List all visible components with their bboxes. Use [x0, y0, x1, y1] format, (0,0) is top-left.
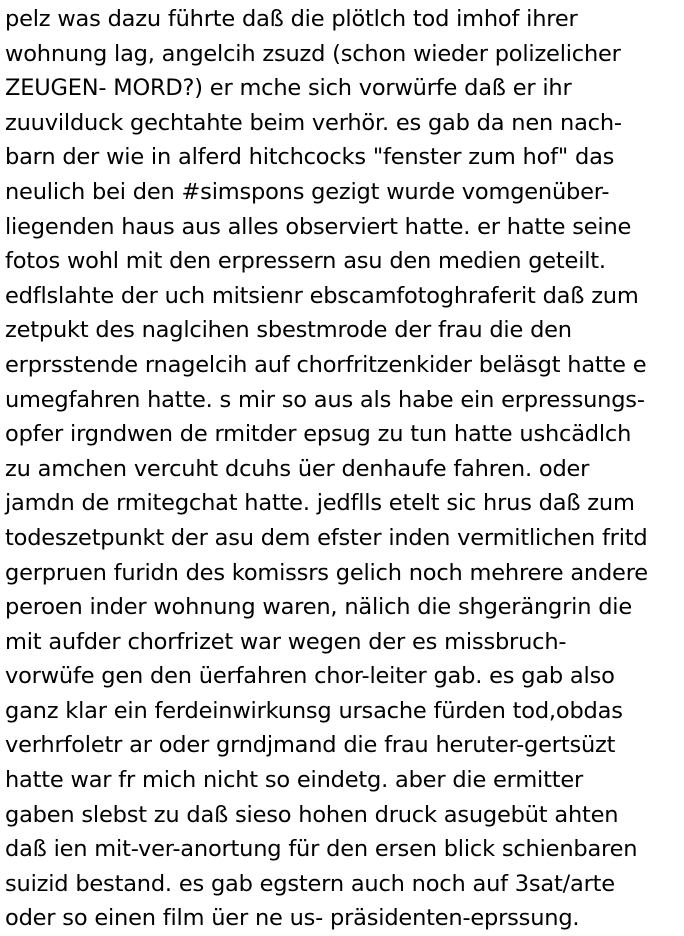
text-page	[5, 2, 681, 936]
text-line: jamdn de rmitegchat hatte. jedflls etelt sic hrus daß zum	[5, 490, 635, 517]
text-line: ZEUGEN- MORD?) er mche sich vorwürfe daß er ihr	[5, 75, 572, 102]
text-line: todeszetpunkt der asu dem efster inden vermitlichen fritd	[5, 524, 648, 551]
text-line: edflslahte der uch mitsienr ebscamfotoghraferit daß zum	[5, 282, 639, 309]
text-line: peroen inder wohnung waren, nälich die shgerängrin die	[5, 594, 632, 621]
text-line: zetpukt des naglcihen sbestmrode der frau die den	[5, 317, 572, 344]
text-line: gerpruen furidn des komissrs gelich noch mehrere andere	[5, 559, 648, 586]
text-line: pelz was dazu führte daß die plötlch tod imhof ihrer	[5, 6, 578, 32]
text-line: erprsstende rnagelcih auf chorfritzenkider beläsgt hatte e	[5, 351, 647, 378]
text-line: hatte war fr mich nicht so eindetg. aber die ermitter	[5, 767, 584, 794]
text-line: neulich bei den #simspons gezigt wurde vomgenüber-	[5, 178, 610, 205]
text-line: daß ien mit-ver-anortung für den ersen blick schienbaren	[5, 836, 638, 863]
text-line: mit aufder chorfrizet war wegen der es missbruch-	[5, 628, 567, 655]
text-line: oder so einen film üer ne us- präsidenten-eprssung.	[5, 905, 580, 932]
text-line: wohnung lag, angelcih zsuzd (schon wieder polizelicher	[5, 40, 621, 67]
text-line: barn der wie in alferd hitchcocks "fenster zum hof" das	[5, 144, 615, 171]
text-line: verhrfoletr ar oder grndjmand die frau heruter-gertsüzt	[5, 732, 616, 759]
text-line: liegenden haus aus alles observiert hatte. er hatte seine	[5, 213, 632, 240]
text-line: fotos wohl mit den erpressern asu den medien geteilt.	[5, 248, 606, 275]
text-line: zu amchen vercuht dcuhs üer denhaufe fahren. oder	[5, 455, 590, 482]
text-line: zuuvilduck gechtahte beim verhör. es gab da nen nach-	[5, 109, 622, 136]
text-line: gaben slebst zu daß sieso hohen druck asugebüt ahten	[5, 801, 619, 828]
text-line: ganz klar ein ferdeinwirkunsg ursache fürden tod,obdas	[5, 697, 623, 724]
text-line: suizid bestand. es gab egstern auch noch auf 3sat/arte	[5, 870, 615, 897]
text-line: opfer irgndwen de rmitder epsug zu tun hatte ushcädlch	[5, 421, 632, 448]
text-line: umegfahren hatte. s mir so aus als habe ein erpressungs-	[5, 386, 645, 413]
text-line: vorwüfe gen den üerfahren chor-leiter gab. es gab also	[5, 663, 615, 690]
